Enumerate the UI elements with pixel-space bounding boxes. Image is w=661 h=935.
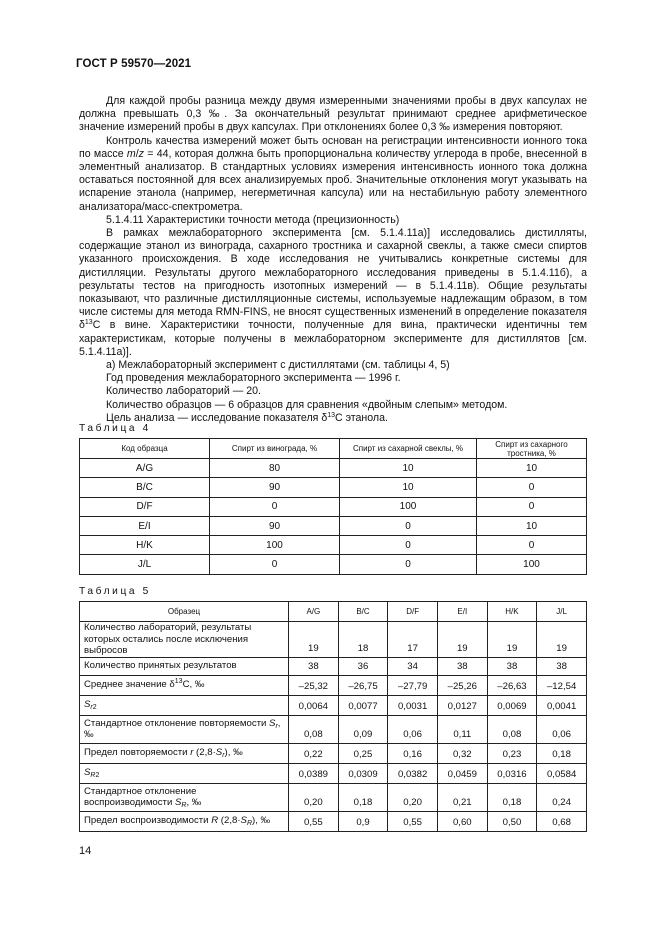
- table-header: B/C: [338, 602, 388, 622]
- row-label: $S_{R2}$: [80, 763, 289, 783]
- table-row: [80, 516, 587, 535]
- row-label: Стандартное отклонение повторяемости $S_r$, ‰: [80, 715, 289, 743]
- table-cell: 0,0389: [289, 763, 339, 783]
- table-cell: –27,79: [388, 675, 438, 695]
- table-cell: H/K: [80, 536, 210, 555]
- table-cell: 0,06: [388, 715, 438, 743]
- row-label: Предел повторяемости r $(2,8\cdot S_r)$, ‰: [80, 743, 289, 763]
- table-cell: 18: [338, 622, 388, 658]
- table-cell: 0,55: [388, 811, 438, 831]
- table-cell: J/L: [80, 555, 210, 574]
- section-heading: 5.1.4.11 Характеристики точности метода (прецизионность): [106, 213, 400, 226]
- table-cell: –25,32: [289, 675, 339, 695]
- body-text: [79, 95, 587, 425]
- paragraph: Контроль качества измерений может быть основан на регистрации интенсивности ионного тока по массе m/z = 44, которая должна быть пропорциональна количеству углерода в пробе, внесенной в элементный анализатор. В стандартных условиях измерения интенсивность ионного тока должна оставаться постоянной для всех анализируемых проб. Значительные отклонения могут указывать на испарение этанола (например, негерметичная капсула) или на нестабильную работу элементного анализатора/масс-спектрометра.: [79, 134, 587, 213]
- table-cell: 0: [210, 497, 340, 516]
- table-cell: 0,0309: [338, 763, 388, 783]
- table-cell: 0,21: [437, 783, 487, 811]
- table-cell: 0,08: [289, 715, 339, 743]
- table-row: [80, 783, 587, 811]
- table-cell: 0,32: [437, 743, 487, 763]
- table-cell: 0: [477, 497, 587, 516]
- table-cell: 0,22: [289, 743, 339, 763]
- table-cell: 0,11: [437, 715, 487, 743]
- table-cell: 0,18: [338, 783, 388, 811]
- table-cell: 0,08: [487, 715, 537, 743]
- table-row: [80, 478, 587, 497]
- row-label: Количество принятых результатов: [80, 657, 289, 675]
- table-cell: 0: [340, 555, 477, 574]
- table-cell: 10: [477, 516, 587, 535]
- table-cell: A/G: [80, 459, 210, 478]
- table-cell: 36: [338, 657, 388, 675]
- table-cell: 0,0382: [388, 763, 438, 783]
- table-cell: 0,68: [537, 811, 587, 831]
- table-5: [79, 601, 587, 832]
- table-cell: –26,75: [338, 675, 388, 695]
- table-row: [80, 811, 587, 831]
- table-cell: 0,09: [338, 715, 388, 743]
- table-cell: 19: [289, 622, 339, 658]
- table-cell: 0,60: [437, 811, 487, 831]
- table-row: [80, 675, 587, 695]
- table-cell: 0,18: [537, 743, 587, 763]
- table-cell: 38: [437, 657, 487, 675]
- table-cell: 19: [437, 622, 487, 658]
- row-label: Предел воспроизводимости R $(2,8\cdot S_R)$, ‰: [80, 811, 289, 831]
- table-cell: D/F: [80, 497, 210, 516]
- table-cell: 0,24: [537, 783, 587, 811]
- table-cell: 0,9: [338, 811, 388, 831]
- table-row: [80, 695, 587, 715]
- table-cell: 34: [388, 657, 438, 675]
- table-cell: 38: [487, 657, 537, 675]
- table-cell: 19: [537, 622, 587, 658]
- list-item: Количество лабораторий — 20.: [106, 385, 261, 398]
- row-label: $S_{r2}$: [80, 695, 289, 715]
- table-cell: 0,20: [388, 783, 438, 811]
- table-cell: 0,50: [487, 811, 537, 831]
- table-cell: 0,23: [487, 743, 537, 763]
- table-cell: 0,55: [289, 811, 339, 831]
- table-cell: 0: [477, 536, 587, 555]
- table-4: [79, 438, 587, 575]
- table-header: Спирт из сахарной свеклы, %: [340, 439, 477, 459]
- list-item: Количество образцов — 6 образцов для сравнения «двойным слепым» методом.: [106, 398, 508, 411]
- table-cell: 17: [388, 622, 438, 658]
- table-row: [80, 657, 587, 675]
- table-cell: 19: [487, 622, 537, 658]
- table-row: [80, 497, 587, 516]
- table-header: H/K: [487, 602, 537, 622]
- table4-caption: Таблица 4: [79, 423, 151, 434]
- table-cell: 0: [340, 536, 477, 555]
- table-cell: 0,0316: [487, 763, 537, 783]
- table-cell: 0: [210, 555, 340, 574]
- table-row: [80, 622, 587, 658]
- page-number: 14: [79, 845, 92, 857]
- table-cell: 0,0127: [437, 695, 487, 715]
- table5-caption: Таблица 5: [79, 586, 151, 597]
- table-cell: 0: [477, 478, 587, 497]
- table-cell: 100: [477, 555, 587, 574]
- table-cell: E/I: [80, 516, 210, 535]
- table-header: Спирт из винограда, %: [210, 439, 340, 459]
- list-item: а) Межлабораторный эксперимент с дистиллятами (см. таблицы 4, 5): [106, 359, 450, 372]
- table-cell: 0,0077: [338, 695, 388, 715]
- table-cell: 0,0064: [289, 695, 339, 715]
- table-cell: 0,18: [487, 783, 537, 811]
- table-header: J/L: [537, 602, 587, 622]
- table-row: [80, 555, 587, 574]
- table-cell: 10: [340, 459, 477, 478]
- table-cell: B/C: [80, 478, 210, 497]
- table-cell: 0,25: [338, 743, 388, 763]
- paragraph: Для каждой пробы разница между двумя измеренными значениями пробы в двух капсулах не должна превышать 0,3 ‰. За окончательный результат принимают среднее арифметическое значение измерений пробы в двух капсулах. При отклонениях более 0,3 ‰ измерения повторяют.: [79, 95, 587, 134]
- table-cell: 10: [477, 459, 587, 478]
- table-cell: 0,20: [289, 783, 339, 811]
- document-header: ГОСТ Р 59570—2021: [76, 58, 192, 70]
- row-label: Среднее значение $\delta^{13}C$, ‰: [80, 675, 289, 695]
- table-header: D/F: [388, 602, 438, 622]
- table-cell: –12,54: [537, 675, 587, 695]
- table-row: [80, 763, 587, 783]
- table-cell: 90: [210, 478, 340, 497]
- table-row: [80, 536, 587, 555]
- table-header: A/G: [289, 602, 339, 622]
- table-cell: 100: [210, 536, 340, 555]
- table-cell: 0,0031: [388, 695, 438, 715]
- table-cell: 38: [289, 657, 339, 675]
- table-cell: 0,06: [537, 715, 587, 743]
- table-row: [80, 715, 587, 743]
- table-cell: 0,0584: [537, 763, 587, 783]
- row-label: Стандартное отклонение воспроизводимости $S_R$, ‰: [80, 783, 289, 811]
- table-row: [80, 459, 587, 478]
- table-cell: 0,0041: [537, 695, 587, 715]
- table-cell: –26,63: [487, 675, 537, 695]
- table-cell: 0,16: [388, 743, 438, 763]
- table-cell: 38: [537, 657, 587, 675]
- paragraph: В рамках межлабораторного эксперимента [см. 5.1.4.11а)] исследовались дистилляты, содержащие этанол из винограда, сахарного тростника и сахарной свеклы, а также смеси спиртов указанного происхождения. В ходе исследования не учитывались конкретные системы для дистилляции. Результаты другого межлабораторного исследования приведены в 5.1.4.11б), а результаты тестов на пригодность изотопных измерений — в 5.1.4.11в). Общие результаты показывают, что различные дистилляционные системы, используемые надлежащим образом, в том числе системы для метода RMN-FINS, не вносят существенных изменений в определение показателя $\delta^{13}C$ в вине. Характеристики точности, полученные для вина, практически идентичны тем характеристикам, которые получены в межлабораторном эксперименте для дистиллятов [см. 5.1.4.11а)].: [79, 227, 587, 358]
- table-cell: 90: [210, 516, 340, 535]
- table-row: [80, 743, 587, 763]
- list-item: Год проведения межлабораторного эксперимента — 1996 г.: [106, 372, 401, 385]
- row-label: Количество лабораторий, результаты которых остались после исключения выбросов: [80, 622, 289, 658]
- table-cell: –25,26: [437, 675, 487, 695]
- table-header: Образец: [80, 602, 289, 622]
- table-header: Код образца: [80, 439, 210, 459]
- table-cell: 0,0459: [437, 763, 487, 783]
- table-cell: 10: [340, 478, 477, 497]
- list-item: Цель анализа — исследование показателя $\delta^{13}C$ этанола.: [106, 411, 388, 424]
- table-header: E/I: [437, 602, 487, 622]
- table-cell: 0: [340, 516, 477, 535]
- table-cell: 100: [340, 497, 477, 516]
- table-cell: 0,0069: [487, 695, 537, 715]
- table-header: Спирт из сахарного тростника, %: [477, 439, 587, 459]
- table-cell: 80: [210, 459, 340, 478]
